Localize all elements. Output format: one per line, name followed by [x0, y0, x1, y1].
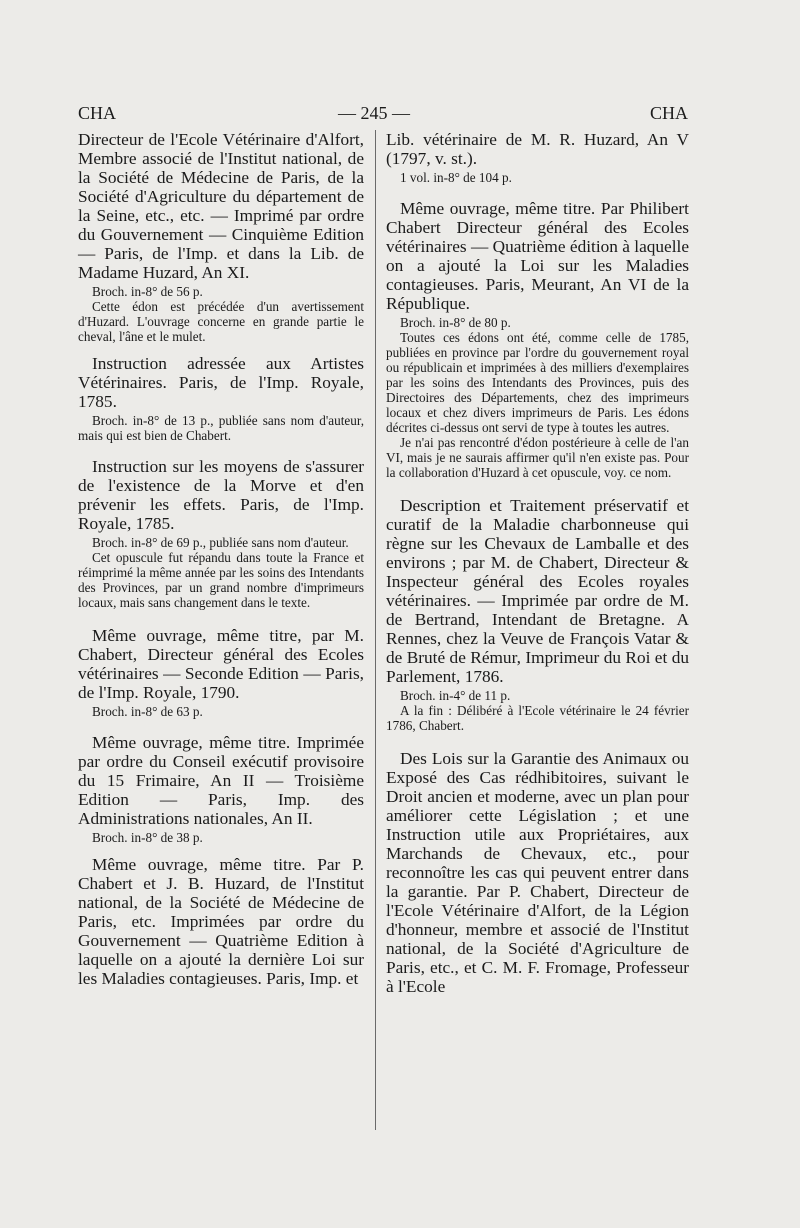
entry-note: Broch. in-8° de 38 p. [92, 830, 203, 845]
entry-text: Même ouvrage, même titre. Par P. Chabert et J. B. Huzard, de l'Institut national, de la Société de Médecine de Paris, etc. Imprimées par ordre du Gouvernement — Quatrième Edition à laquelle on a ajouté la dernière Loi sur les Maladies contagieuses. Paris, Imp. et [78, 855, 364, 988]
header-left-keyword: CHA [78, 103, 117, 123]
entry-text: Description et Traitement préservatif et curatif de la Maladie charbonneuse qui règne sur les Chevaux de Lamballe et des environs ; par M. de Chabert, Directeur & Inspecteur général des Ecoles royales vétérinaires. — Imprimée par ordre de M. de Bertrand, Intendant de Bretagne. A Rennes, chez la Veuve de François Vatar & de Bruté de Rémur, Imprimeur du Roi et du Parlement, 1786. [386, 496, 689, 686]
entry-note: A la fin : Délibéré à l'Ecole vétérinaire le 24 février 1786, Chabert. [386, 703, 689, 733]
entry-note: Broch. in-8° de 63 p. [92, 704, 203, 719]
header-right-keyword: CHA [649, 103, 688, 123]
left-column [78, 130, 364, 988]
entry-text: Lib. vétérinaire de M. R. Huzard, An V (1797, v. st.). [386, 130, 689, 168]
entry-text: Directeur de l'Ecole Vétérinaire d'Alfort, Membre associé de l'Institut national, de la Société de Médecine de Paris, de la Société d'Agriculture du département de la Seine, etc., etc. — Imprimé par ordre du Gouvernement — Cinquième Edition — Paris, de l'Imp. et dans la Lib. de Madame Huzard, An XI. [78, 130, 364, 282]
page-header [78, 103, 688, 127]
column-divider [375, 130, 376, 1130]
entry-note: Je n'ai pas rencontré d'édon postérieure à celle de l'an VI, mais je ne saurais affirmer qu'il n'en existe pas. Pour la collaboration d'Huzard à cet opuscule, voy. ce nom. [386, 435, 689, 480]
entry-text: Instruction sur les moyens de s'assurer de l'existence de la Morve et d'en prévenir les effets. Paris, de l'Imp. Royale, 1785. [78, 457, 364, 533]
entry-note: Broch. in-8° de 69 p., publiée sans nom d'auteur. [92, 535, 349, 550]
entry-note: Broch. in-4° de 11 p. [400, 688, 511, 703]
page-number: — 245 — [338, 103, 410, 123]
entry-note: Cet opuscule fut répandu dans toute la France et réimprimé la même année par les soins des Intendants des Provinces, par un grand nombre d'imprimeurs locaux, mais sans changement dans le texte. [78, 550, 364, 610]
entry-text: Des Lois sur la Garantie des Animaux ou Exposé des Cas rédhibitoires, suivant le Droit ancien et moderne, avec un plan pour améliorer cette Législation ; et une Instruction utile aux Propriétaires, aux Marchands de Chevaux, etc., pour reconnoître les cas qui peuvent entrer dans la garantie. Par P. Chabert, Directeur de l'Ecole Vétérinaire d'Alfort, de la Légion d'honneur, membre et associé de l'Institut national, de la Société d'Agriculture de Paris, etc., et C. M. F. Fromage, Professeur à l'Ecole [386, 749, 689, 996]
entry-text: Instruction adressée aux Artistes Vétérinaires. Paris, de l'Imp. Royale, 1785. [78, 354, 364, 411]
entry-note: Broch. in-8° de 13 p., publiée sans nom d'auteur, mais qui est bien de Chabert. [78, 413, 364, 443]
right-column [386, 130, 689, 996]
entry-note: Broch. in-8° de 80 p. [400, 315, 511, 330]
entry-note: 1 vol. in-8° de 104 p. [400, 170, 512, 185]
entry-note: Broch. in-8° de 56 p. [92, 284, 203, 299]
entry-text: Même ouvrage, même titre. Par Philibert Chabert Directeur général des Ecoles vétérinaires — Quatrième édition à laquelle on a ajouté la Loi sur les Maladies contagieuses. Paris, Meurant, An VI de la République. [386, 199, 689, 313]
entry-note: Toutes ces édons ont été, comme celle de 1785, publiées en province par l'ordre du gouvernement royal ou républicain et imprimées à des milliers d'exemplaires par les soins des Intendants des Provinces, puis des Directoires des Départements, chez des imprimeurs locaux et chez divers imprimeurs de Paris. Les édons décrites ci-dessus ont servi de type à toutes les autres. [386, 330, 689, 435]
entry-text: Même ouvrage, même titre. Imprimée par ordre du Conseil exécutif provisoire du 15 Frimaire, An II — Troisième Edition — Paris, Imp. des Administrations nationales, An II. [78, 733, 364, 828]
entry-text: Même ouvrage, même titre, par M. Chabert, Directeur général des Ecoles vétérinaires — Seconde Edition — Paris, de l'Imp. Royale, 1790. [78, 626, 364, 702]
entry-note: Cette édon est précédée d'un avertissement d'Huzard. L'ouvrage concerne en grande partie le cheval, l'âne et le mulet. [78, 299, 364, 344]
